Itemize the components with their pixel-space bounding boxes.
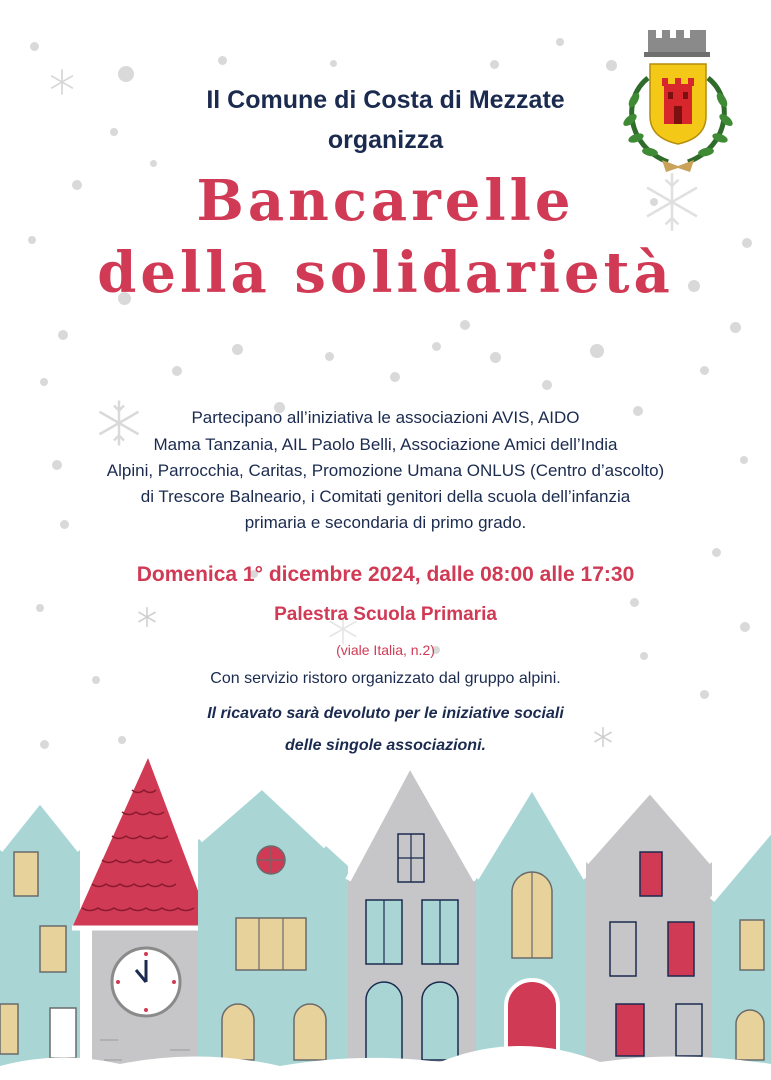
organizer-verb: organizza — [327, 126, 444, 154]
snow-dot — [330, 60, 337, 67]
event-venue: Palestra Scuola Primaria — [274, 604, 497, 625]
event-date: Domenica 1° dicembre 2024, dalle 08:00 alle 17:30 — [136, 563, 635, 586]
proceeds-note-line1: Il ricavato sarà devoluto per le iniziative sociali — [207, 705, 564, 722]
snow-dot — [150, 160, 157, 167]
house — [586, 790, 712, 1080]
snow-dot — [606, 60, 617, 71]
snow-dot — [232, 344, 243, 355]
snow-dot — [556, 38, 564, 46]
snow-dot — [30, 42, 39, 51]
house — [712, 830, 771, 1080]
snow-dot — [490, 60, 499, 69]
organizer-name: Il Comune di Costa di Mezzate — [206, 86, 565, 114]
snow-dot — [58, 330, 68, 340]
snow-dot — [460, 320, 470, 330]
snow-dot — [432, 342, 441, 351]
clock-tower — [72, 758, 212, 1080]
participants-line: Mama Tanzania, AIL Paolo Belli, Associazione Amici dell’India — [153, 435, 618, 454]
snow-dot — [730, 322, 741, 333]
house — [476, 786, 586, 1080]
snow-dot — [325, 352, 334, 361]
house — [348, 764, 476, 1080]
event-address: (viale Italia, n.2) — [336, 642, 435, 658]
snow-dot — [700, 366, 709, 375]
snow-dot — [218, 56, 227, 65]
snow-dot — [490, 352, 501, 363]
participants-line: primaria e secondaria di primo grado. — [244, 513, 527, 532]
snow-dot — [390, 372, 400, 382]
house — [198, 786, 348, 1080]
house — [0, 800, 80, 1080]
snow-dot — [712, 548, 721, 557]
snow-dot — [40, 378, 48, 386]
participants-line: di Trescore Balneario, i Comitati genitori della scuola dell’infanzia — [140, 487, 631, 506]
event-title-line1: Bancarelle — [196, 168, 575, 234]
snow-dot — [118, 66, 134, 82]
participants-line: Partecipano all’iniziativa le associazioni AVIS, AIDO — [191, 408, 580, 427]
refreshment-service: Con servizio ristoro organizzato dal gruppo alpini. — [210, 670, 561, 687]
snow-dot — [172, 366, 182, 376]
snow-dot — [542, 380, 552, 390]
proceeds-note-line2: delle singole associazioni. — [285, 737, 486, 754]
participants-line: Alpini, Parrocchia, Caritas, Promozione Umana ONLUS (Centro d’ascolto) — [106, 461, 665, 480]
snow-dot — [700, 690, 709, 699]
winter-houses-illustration — [0, 750, 771, 1080]
event-title-line2: della solidarietà — [97, 240, 674, 306]
snow-dot — [590, 344, 604, 358]
